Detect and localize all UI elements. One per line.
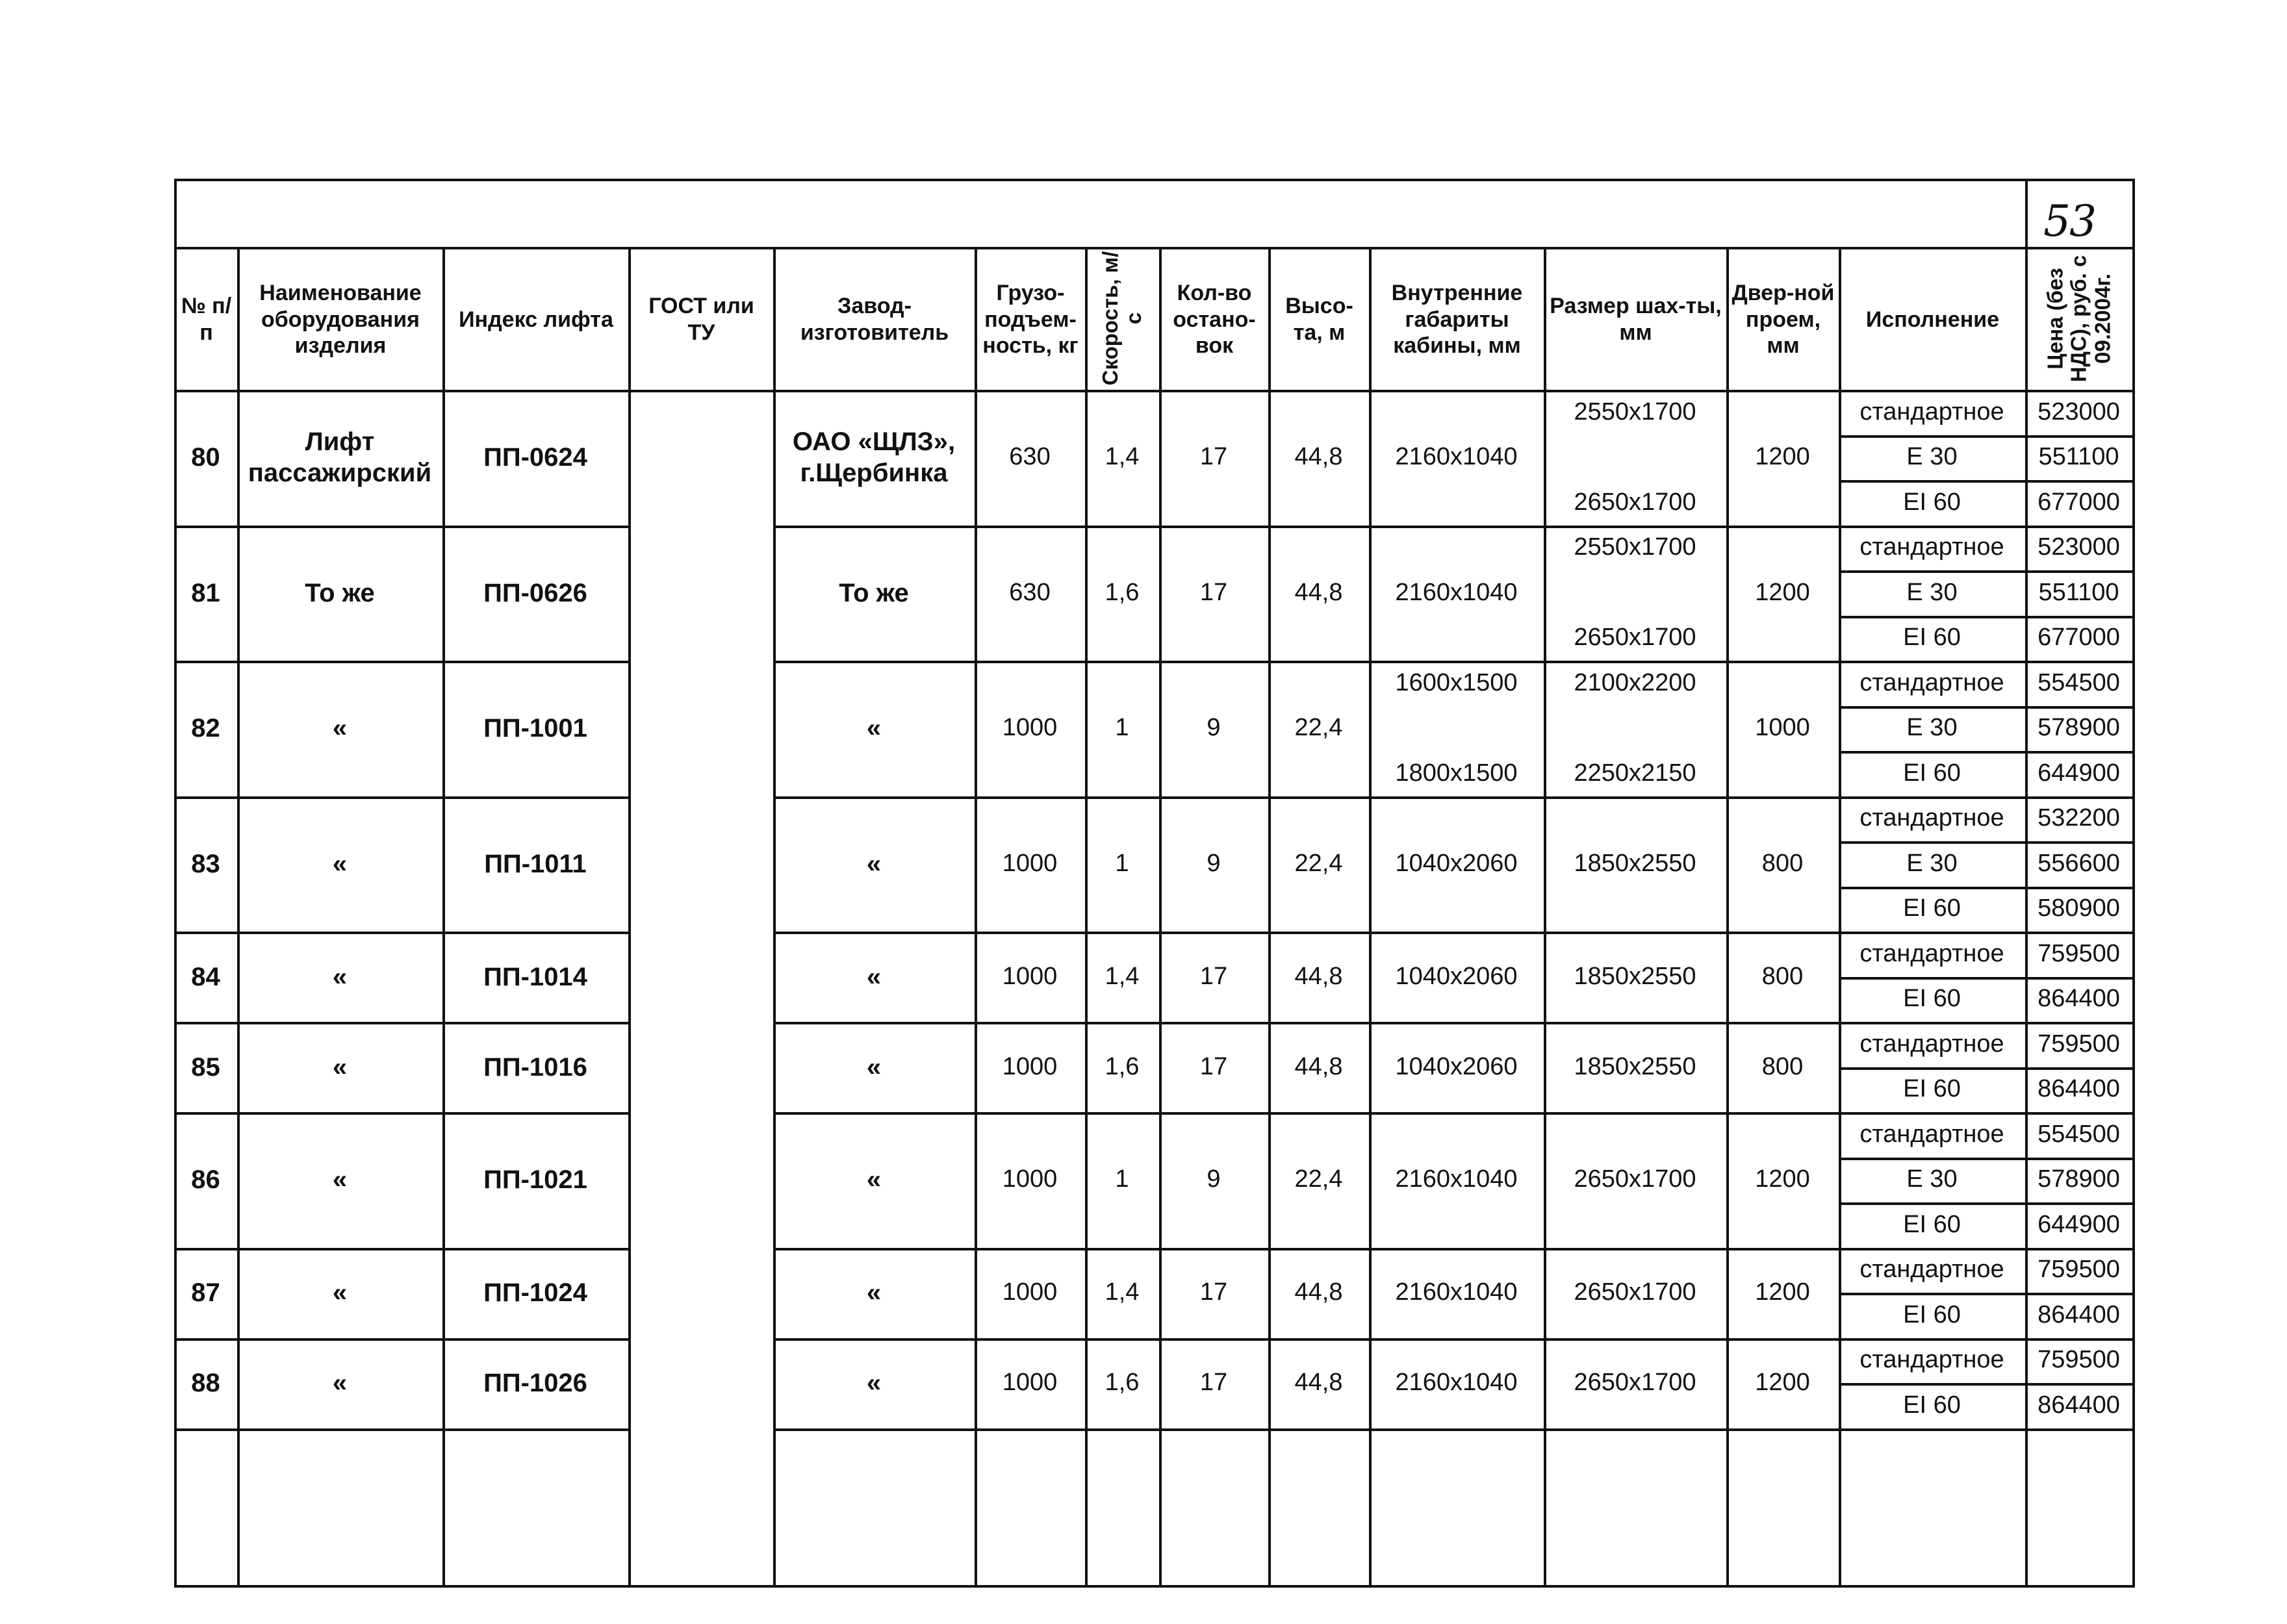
equipment-name: « (332, 1278, 348, 1307)
variant-name: стандартное (1859, 804, 2004, 832)
header-name: Наименование оборудования изделия (259, 280, 422, 359)
lift-height: 44,8 (1294, 1369, 1343, 1397)
shaft-size: 2250x2150 (1574, 759, 1696, 787)
equipment-name: « (332, 1165, 348, 1195)
cabin-dimensions: 1600x1500 (1395, 668, 1518, 696)
gost-cell (628, 1022, 773, 1112)
manufacturer: « (866, 1052, 882, 1082)
header-door: Двер-ной проем, мм (1731, 280, 1835, 359)
shaft-size: 2650x1700 (1574, 1278, 1696, 1306)
variant-price: 532200 (2038, 804, 2120, 832)
cabin-dimensions: 1800x1500 (1395, 759, 1518, 787)
variant-price: 551100 (2038, 578, 2119, 606)
variant-price: 759500 (2038, 939, 2120, 967)
variant-divider (1839, 706, 2132, 709)
load-capacity: 1000 (1002, 1278, 1058, 1306)
variant-name: стандартное (1859, 1030, 2004, 1058)
stops-count: 17 (1199, 578, 1228, 606)
row-number: 86 (191, 1165, 220, 1195)
variant-name: ЕI 60 (1903, 759, 1961, 787)
variant-name: стандартное (1859, 1120, 2004, 1148)
lift-index: ПП-1024 (483, 1278, 587, 1307)
header-variant: Исполнение (1865, 307, 2000, 332)
cabin-dimensions: 1040x2060 (1395, 962, 1518, 990)
variant-name: ЕI 60 (1903, 1391, 1961, 1419)
gost-cell (628, 661, 773, 796)
load-capacity: 1000 (1002, 1369, 1058, 1397)
variant-name: Е 30 (1906, 443, 1958, 471)
lift-height: 44,8 (1294, 443, 1343, 471)
stops-count: 17 (1199, 1369, 1228, 1397)
shaft-size: 2650x1700 (1574, 1369, 1696, 1397)
gost-cell (628, 1248, 773, 1338)
load-capacity: 1000 (1002, 962, 1058, 990)
variant-name: ЕI 60 (1903, 624, 1961, 652)
variant-price: 759500 (2038, 1256, 2120, 1284)
row-divider (174, 1428, 628, 1431)
stops-count: 17 (1199, 962, 1228, 990)
variant-price: 864400 (2038, 1300, 2120, 1328)
variant-divider (1839, 570, 2132, 573)
equipment-name: « (332, 1052, 348, 1082)
lift-index: ПП-1011 (484, 849, 587, 878)
load-capacity: 1000 (1002, 849, 1058, 877)
door-opening: 800 (1761, 1052, 1804, 1080)
lift-height: 22,4 (1294, 1165, 1343, 1193)
row-number: 87 (191, 1278, 220, 1307)
equipment-name: « (332, 962, 348, 991)
variant-price: 578900 (2038, 714, 2120, 742)
speed: 1,4 (1105, 443, 1140, 471)
table-bottom-border (174, 1585, 2135, 1588)
page-number: 53 (2043, 196, 2095, 246)
cabin-dimensions: 2160x1040 (1395, 443, 1518, 471)
variant-divider (1839, 887, 2132, 889)
header-cabin: Внутренние габариты кабины, мм (1391, 280, 1523, 359)
cabin-dimensions: 1040x2060 (1395, 849, 1518, 877)
variant-divider (1839, 435, 2132, 438)
variant-divider (1839, 616, 2132, 618)
variant-price: 864400 (2038, 985, 2120, 1013)
cabin-dimensions: 2160x1040 (1395, 1369, 1518, 1397)
door-opening: 1200 (1755, 443, 1810, 471)
lift-height: 44,8 (1294, 578, 1343, 606)
lift-height: 44,8 (1294, 1052, 1343, 1080)
variant-price: 556600 (2038, 849, 2120, 877)
variant-name: ЕI 60 (1903, 894, 1961, 922)
row-number: 80 (191, 443, 220, 472)
variant-name: стандартное (1859, 1256, 2004, 1284)
header-height: Высо-та, м (1285, 294, 1353, 345)
shaft-size: 2550x1700 (1574, 533, 1696, 561)
speed: 1 (1115, 849, 1129, 877)
variant-price: 864400 (2038, 1391, 2120, 1419)
variant-name: стандартное (1859, 668, 2004, 696)
variant-price: 523000 (2038, 533, 2120, 561)
row-number: 85 (191, 1052, 220, 1082)
speed: 1,4 (1105, 1278, 1140, 1306)
lift-index: ПП-1014 (483, 962, 587, 991)
header-num: № п/п (181, 294, 232, 345)
header-maker: Завод-изготовитель (800, 294, 949, 345)
load-capacity: 630 (1009, 578, 1051, 606)
variant-price: 644900 (2038, 1210, 2120, 1238)
variant-name: стандартное (1859, 533, 2004, 561)
variant-price: 551100 (2038, 443, 2119, 471)
header-stops: Кол-во остано-вок (1173, 280, 1256, 359)
equipment-name: То же (305, 578, 375, 607)
stops-count: 9 (1207, 849, 1221, 877)
door-opening: 1200 (1755, 1278, 1810, 1306)
shaft-size: 2650x1700 (1574, 488, 1696, 516)
header-index: Индекс лифта (459, 307, 613, 332)
load-capacity: 630 (1009, 443, 1051, 471)
gost-cell (628, 1112, 773, 1248)
row-divider (773, 1428, 2132, 1431)
stops-count: 9 (1207, 714, 1221, 742)
shaft-size: 1850x2550 (1574, 962, 1696, 990)
equipment-name: « (332, 1369, 348, 1397)
speed: 1,6 (1105, 1052, 1140, 1080)
table-right-border (2132, 179, 2135, 1585)
gost-cell (628, 932, 773, 1022)
variant-name: ЕI 60 (1903, 1210, 1961, 1238)
manufacturer: « (866, 849, 882, 878)
variant-divider (1839, 1383, 2132, 1386)
gost-cell (628, 526, 773, 661)
variant-divider (1839, 1067, 2132, 1070)
manufacturer: « (866, 962, 882, 991)
manufacturer: « (866, 714, 882, 743)
shaft-size: 2650x1700 (1574, 624, 1696, 652)
equipment-name: « (332, 714, 348, 743)
variant-divider (1839, 1158, 2132, 1160)
variant-divider (1839, 1293, 2132, 1295)
header-speed: Скорость, м/с (1097, 251, 1145, 386)
manufacturer: « (866, 1278, 882, 1307)
manufacturer: « (866, 1369, 882, 1397)
variant-price: 580900 (2038, 894, 2120, 922)
row-number: 83 (191, 849, 220, 878)
shaft-size: 2100x2200 (1574, 668, 1696, 696)
variant-divider (1839, 977, 2132, 980)
stops-count: 17 (1199, 443, 1228, 471)
gost-cell (628, 796, 773, 932)
door-opening: 1200 (1755, 1165, 1810, 1193)
load-capacity: 1000 (1002, 1052, 1058, 1080)
lift-index: ПП-1001 (483, 714, 587, 743)
variant-name: ЕI 60 (1903, 1300, 1961, 1328)
variant-divider (1839, 480, 2132, 483)
variant-price: 578900 (2038, 1165, 2120, 1193)
variant-price: 554500 (2038, 668, 2120, 696)
door-opening: 800 (1761, 849, 1804, 877)
stops-count: 17 (1199, 1052, 1228, 1080)
cabin-dimensions: 2160x1040 (1395, 1278, 1518, 1306)
cabin-dimensions: 2160x1040 (1395, 578, 1518, 606)
lift-height: 44,8 (1294, 1278, 1343, 1306)
variant-divider (1839, 841, 2132, 844)
manufacturer: « (866, 1165, 882, 1195)
equipment-name: « (332, 849, 348, 878)
cabin-dimensions: 2160x1040 (1395, 1165, 1518, 1193)
speed: 1,6 (1105, 1369, 1140, 1397)
variant-name: стандартное (1859, 398, 2004, 425)
row-number: 81 (191, 578, 220, 607)
row-number: 82 (191, 714, 220, 743)
variant-name: ЕI 60 (1903, 985, 1961, 1013)
variant-price: 759500 (2038, 1346, 2120, 1374)
variant-price: 554500 (2038, 1120, 2120, 1148)
door-opening: 1200 (1755, 578, 1810, 606)
variant-price: 677000 (2038, 624, 2120, 652)
cabin-dimensions: 1040x2060 (1395, 1052, 1518, 1080)
load-capacity: 1000 (1002, 1165, 1058, 1193)
lift-height: 44,8 (1294, 962, 1343, 990)
variant-name: Е 30 (1906, 578, 1958, 606)
lift-height: 22,4 (1294, 849, 1343, 877)
equipment-name: Лифт пассажирский (248, 427, 432, 488)
speed: 1,6 (1105, 578, 1140, 606)
shaft-size: 1850x2550 (1574, 849, 1696, 877)
door-opening: 1000 (1755, 714, 1810, 742)
variant-price: 759500 (2038, 1030, 2120, 1058)
lift-index: ПП-0624 (483, 443, 587, 472)
row-number: 88 (191, 1369, 220, 1397)
variant-name: Е 30 (1906, 714, 1958, 742)
variant-name: стандартное (1859, 1346, 2004, 1374)
lift-index: ПП-1021 (483, 1165, 587, 1195)
speed: 1,4 (1105, 962, 1140, 990)
header-shaft: Размер шах-ты, мм (1550, 294, 1722, 345)
page-number-divider (2025, 179, 2028, 247)
door-opening: 800 (1761, 962, 1804, 990)
variant-name: ЕI 60 (1903, 488, 1961, 516)
shaft-size: 1850x2550 (1574, 1052, 1696, 1080)
shaft-size: 2550x1700 (1574, 398, 1696, 425)
variant-name: Е 30 (1906, 1165, 1958, 1193)
table-top-border (174, 179, 2135, 181)
gost-cell (628, 390, 773, 526)
header-gost: ГОСТ или ТУ (648, 294, 754, 345)
variant-name: ЕI 60 (1903, 1075, 1961, 1103)
stops-count: 17 (1199, 1278, 1228, 1306)
variant-name: Е 30 (1906, 849, 1958, 877)
gost-cell (628, 1338, 773, 1428)
stops-count: 9 (1207, 1165, 1221, 1193)
variant-price: 864400 (2038, 1075, 2120, 1103)
lift-index: ПП-1016 (483, 1052, 587, 1082)
row-number: 84 (191, 962, 220, 991)
manufacturer: ОАО «ЩЛЗ», г.Щербинка (792, 427, 956, 488)
lift-height: 22,4 (1294, 714, 1343, 742)
variant-divider (1839, 751, 2132, 754)
variant-name: стандартное (1859, 939, 2004, 967)
load-capacity: 1000 (1002, 714, 1058, 742)
header-load: Грузо-подъем-ность, кг (982, 280, 1079, 359)
speed: 1 (1115, 1165, 1129, 1193)
lift-index: ПП-1026 (483, 1369, 587, 1397)
variant-price: 644900 (2038, 759, 2120, 787)
shaft-size: 2650x1700 (1574, 1165, 1696, 1193)
header-price: Цена (без НДС), руб. с 09.2004г. (2043, 255, 2114, 382)
variant-price: 677000 (2038, 488, 2120, 516)
lift-index: ПП-0626 (483, 578, 587, 607)
door-opening: 1200 (1755, 1369, 1810, 1397)
variant-divider (1839, 1202, 2132, 1205)
variant-price: 523000 (2038, 398, 2120, 425)
speed: 1 (1115, 714, 1129, 742)
manufacturer: То же (839, 578, 909, 607)
